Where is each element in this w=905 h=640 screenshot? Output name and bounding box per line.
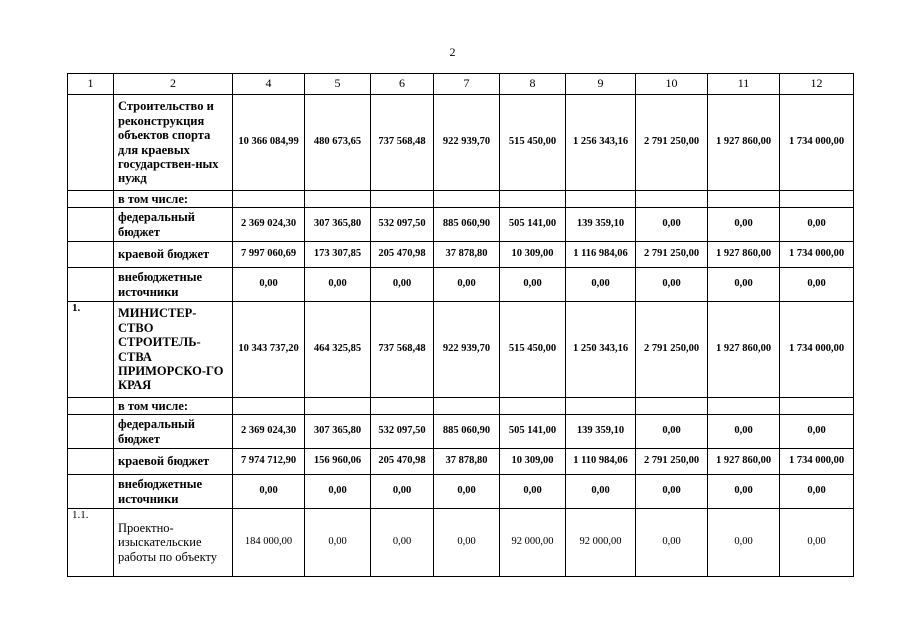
value-cell: 205 470,98 xyxy=(371,242,434,268)
value-cell: 1 256 343,16 xyxy=(566,95,636,191)
value-cell: 0,00 xyxy=(434,509,500,577)
value-cell xyxy=(500,398,566,415)
value-cell: 173 307,85 xyxy=(305,242,371,268)
value-cell: 480 673,65 xyxy=(305,95,371,191)
row-number-cell xyxy=(68,95,114,191)
value-cell: 0,00 xyxy=(708,475,780,509)
column-header: 12 xyxy=(780,74,854,95)
column-header: 1 xyxy=(68,74,114,95)
row-name-cell: внебюджетные источники xyxy=(114,475,233,509)
table-row xyxy=(68,475,854,509)
value-cell: 139 359,10 xyxy=(566,208,636,242)
row-name-cell: федеральный бюджет xyxy=(114,208,233,242)
row-name-cell: в том числе: xyxy=(114,191,233,208)
value-cell xyxy=(636,191,708,208)
value-cell: 2 791 250,00 xyxy=(636,242,708,268)
value-cell xyxy=(371,398,434,415)
value-cell: 2 791 250,00 xyxy=(636,302,708,398)
value-cell: 92 000,00 xyxy=(500,509,566,577)
value-cell: 2 369 024,30 xyxy=(233,415,305,449)
value-cell: 0,00 xyxy=(566,475,636,509)
value-cell: 0,00 xyxy=(708,268,780,302)
value-cell: 885 060,90 xyxy=(434,415,500,449)
value-cell: 0,00 xyxy=(371,509,434,577)
value-cell: 0,00 xyxy=(305,475,371,509)
value-cell xyxy=(708,398,780,415)
table-row xyxy=(68,242,854,268)
row-name-cell: Строительство и реконструкция объектов спорта для краевых государствен-ных нужд xyxy=(114,95,233,191)
value-cell: 0,00 xyxy=(566,268,636,302)
column-header: 11 xyxy=(708,74,780,95)
value-cell: 0,00 xyxy=(636,415,708,449)
value-cell: 2 791 250,00 xyxy=(636,449,708,475)
row-number-cell xyxy=(68,398,114,415)
row-name-cell: краевой бюджет xyxy=(114,449,233,475)
value-cell: 1 734 000,00 xyxy=(780,95,854,191)
value-cell: 10 366 084,99 xyxy=(233,95,305,191)
value-cell xyxy=(371,191,434,208)
value-cell xyxy=(233,398,305,415)
value-cell: 0,00 xyxy=(636,268,708,302)
table-row xyxy=(68,268,854,302)
table-header-row xyxy=(68,74,854,95)
value-cell: 10 309,00 xyxy=(500,242,566,268)
column-header: 5 xyxy=(305,74,371,95)
value-cell: 0,00 xyxy=(233,268,305,302)
value-cell: 0,00 xyxy=(371,475,434,509)
row-name-cell: краевой бюджет xyxy=(114,242,233,268)
value-cell: 1 250 343,16 xyxy=(566,302,636,398)
value-cell: 37 878,80 xyxy=(434,449,500,475)
value-cell: 0,00 xyxy=(500,268,566,302)
column-header: 2 xyxy=(114,74,233,95)
column-header: 6 xyxy=(371,74,434,95)
value-cell: 10 343 737,20 xyxy=(233,302,305,398)
value-cell: 464 325,85 xyxy=(305,302,371,398)
value-cell: 0,00 xyxy=(780,509,854,577)
budget-table xyxy=(67,73,854,577)
value-cell: 885 060,90 xyxy=(434,208,500,242)
value-cell: 7 997 060,69 xyxy=(233,242,305,268)
table-row xyxy=(68,302,854,398)
value-cell: 0,00 xyxy=(371,268,434,302)
value-cell: 37 878,80 xyxy=(434,242,500,268)
value-cell: 2 791 250,00 xyxy=(636,95,708,191)
value-cell: 922 939,70 xyxy=(434,302,500,398)
value-cell: 0,00 xyxy=(780,208,854,242)
value-cell: 0,00 xyxy=(780,475,854,509)
row-number-cell xyxy=(68,449,114,475)
value-cell: 1 110 984,06 xyxy=(566,449,636,475)
column-header: 4 xyxy=(233,74,305,95)
value-cell: 1 927 860,00 xyxy=(708,95,780,191)
value-cell: 0,00 xyxy=(434,268,500,302)
table-row xyxy=(68,95,854,191)
row-name-cell: МИНИСТЕР-СТВО СТРОИТЕЛЬ-СТВА ПРИМОРСКО-ГО КРАЯ xyxy=(114,302,233,398)
column-header: 7 xyxy=(434,74,500,95)
table-row xyxy=(68,208,854,242)
value-cell xyxy=(708,191,780,208)
value-cell: 92 000,00 xyxy=(566,509,636,577)
value-cell: 1 927 860,00 xyxy=(708,242,780,268)
value-cell xyxy=(780,398,854,415)
value-cell: 205 470,98 xyxy=(371,449,434,475)
value-cell xyxy=(434,398,500,415)
value-cell: 922 939,70 xyxy=(434,95,500,191)
column-header: 10 xyxy=(636,74,708,95)
row-number-cell xyxy=(68,208,114,242)
value-cell: 737 568,48 xyxy=(371,95,434,191)
value-cell: 532 097,50 xyxy=(371,415,434,449)
row-number-cell: 1. xyxy=(68,302,114,398)
value-cell: 1 116 984,06 xyxy=(566,242,636,268)
value-cell: 0,00 xyxy=(780,415,854,449)
table-row xyxy=(68,509,854,577)
page-number: 2 xyxy=(449,45,456,59)
value-cell: 0,00 xyxy=(636,208,708,242)
row-name-cell: в том числе: xyxy=(114,398,233,415)
column-header: 9 xyxy=(566,74,636,95)
value-cell: 505 141,00 xyxy=(500,415,566,449)
value-cell: 0,00 xyxy=(780,268,854,302)
value-cell: 10 309,00 xyxy=(500,449,566,475)
row-number-cell xyxy=(68,475,114,509)
value-cell: 0,00 xyxy=(233,475,305,509)
row-name-cell: Проектно-изыскательские работы по объекту xyxy=(114,509,233,577)
value-cell: 0,00 xyxy=(305,268,371,302)
value-cell: 307 365,80 xyxy=(305,415,371,449)
value-cell xyxy=(780,191,854,208)
value-cell xyxy=(434,191,500,208)
value-cell xyxy=(305,191,371,208)
value-cell: 7 974 712,90 xyxy=(233,449,305,475)
value-cell: 1 734 000,00 xyxy=(780,242,854,268)
value-cell: 0,00 xyxy=(305,509,371,577)
value-cell xyxy=(566,398,636,415)
value-cell: 515 450,00 xyxy=(500,302,566,398)
row-number-cell xyxy=(68,191,114,208)
row-number-cell xyxy=(68,415,114,449)
row-number-cell xyxy=(68,242,114,268)
value-cell xyxy=(305,398,371,415)
value-cell: 0,00 xyxy=(636,475,708,509)
value-cell xyxy=(500,191,566,208)
value-cell: 1 734 000,00 xyxy=(780,449,854,475)
row-name-cell: федеральный бюджет xyxy=(114,415,233,449)
value-cell: 184 000,00 xyxy=(233,509,305,577)
table-row xyxy=(68,415,854,449)
value-cell xyxy=(566,191,636,208)
column-header: 8 xyxy=(500,74,566,95)
value-cell: 139 359,10 xyxy=(566,415,636,449)
value-cell: 1 927 860,00 xyxy=(708,449,780,475)
value-cell: 505 141,00 xyxy=(500,208,566,242)
value-cell: 0,00 xyxy=(434,475,500,509)
value-cell: 1 927 860,00 xyxy=(708,302,780,398)
row-number-cell: 1.1. xyxy=(68,509,114,577)
value-cell xyxy=(233,191,305,208)
value-cell: 156 960,06 xyxy=(305,449,371,475)
value-cell: 0,00 xyxy=(500,475,566,509)
table-row xyxy=(68,398,854,415)
value-cell: 532 097,50 xyxy=(371,208,434,242)
value-cell: 1 734 000,00 xyxy=(780,302,854,398)
table-row xyxy=(68,191,854,208)
value-cell: 0,00 xyxy=(708,208,780,242)
value-cell: 2 369 024,30 xyxy=(233,208,305,242)
value-cell: 515 450,00 xyxy=(500,95,566,191)
value-cell: 0,00 xyxy=(708,415,780,449)
row-name-cell: внебюджетные источники xyxy=(114,268,233,302)
value-cell: 737 568,48 xyxy=(371,302,434,398)
value-cell xyxy=(636,398,708,415)
table-row xyxy=(68,449,854,475)
value-cell: 307 365,80 xyxy=(305,208,371,242)
value-cell: 0,00 xyxy=(708,509,780,577)
row-number-cell xyxy=(68,268,114,302)
table-body xyxy=(68,95,854,577)
value-cell: 0,00 xyxy=(636,509,708,577)
